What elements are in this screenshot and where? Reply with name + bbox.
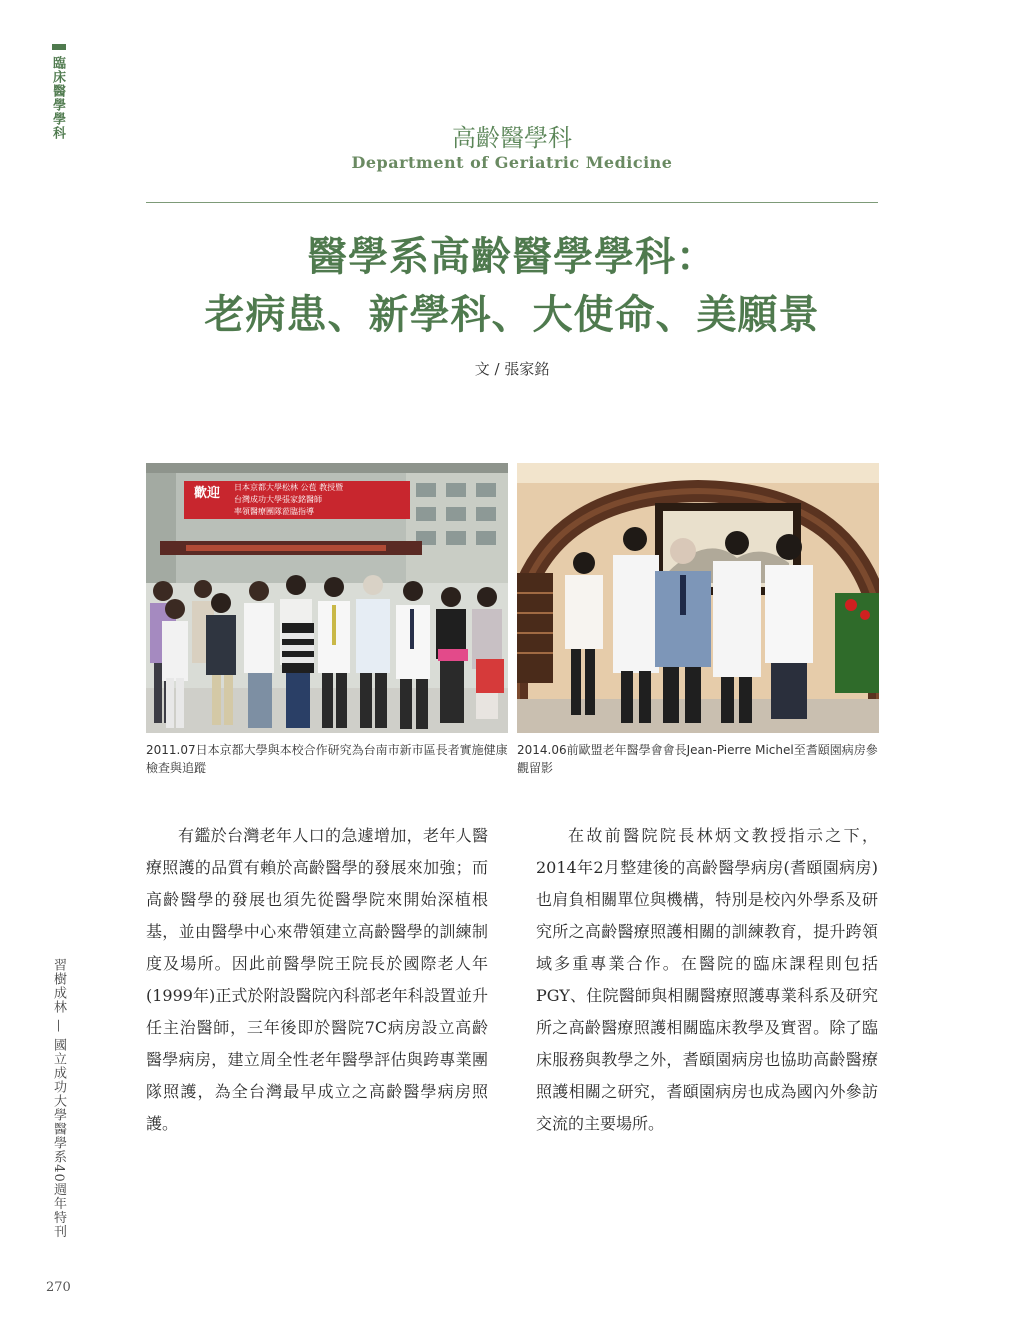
photo-caption-left: 2011.07日本京都大學與本校合作研究為台南市新市區長者實施健康檢查與追蹤 — [146, 743, 508, 775]
department-name-en: Department of Geriatric Medicine — [351, 153, 673, 172]
banner-line-2: 台灣成功大學張家銘醫師 — [234, 495, 322, 504]
journal-title: 習樹成林 — 國立成功大學醫學系40週年特刊 — [51, 958, 66, 1239]
article-title-line-2: 老病患、新學科、大使命、美願景 — [204, 291, 820, 338]
body-paragraph-left: 有鑑於台灣老年人口的急遽增加，老年人醫療照護的品質有賴於高齡醫學的發展來加強；而高齡醫學的發展也須先從醫學院來開始深植根基，並由醫學中心來帶領建立高齡醫學的訓練制度及場所。因此前醫學院王院長於國際老人年(1999年)正式於附設醫院內科部老年科設置並升任主治醫師，三年後即於醫院7C病房設立高齡醫學病房，建立周全性老年醫學評估與跨專業團隊照護，為全台灣最早成立之高齡醫學病房照護。 — [146, 826, 488, 1133]
body-paragraph-right: 在故前醫院院長林炳文教授指示之下，2014年2月整建後的高齡醫學病房(耆頤園病房)也肩負相關單位與機構，特別是校內外學系及研究所之高齡醫療照護相關的訓練教育，提升跨領域多重專業合作。在醫院的臨床課程則包括PGY、住院醫師與相關醫療照護專業科系及研究所之高齡醫療照護相關臨床教學及實習。除了臨床服務與教學之外，耆頤園病房也協助高齡醫療照護相關之研究，耆頤園病房也成為國內外參訪交流的主要場所。 — [536, 826, 878, 1133]
photo-group-visit — [146, 463, 508, 733]
article-title-line-1: 醫學系高齡醫學學科： — [307, 233, 717, 280]
photo-caption-right: 2014.06前歐盟老年醫學會會長Jean-Pierre Michel至耆頤園病房參觀留影 — [517, 743, 878, 775]
department-name-zh: 高齡醫學科 — [452, 124, 572, 152]
article-title — [146, 228, 878, 344]
photo-ward-visit — [517, 463, 879, 733]
banner-mark: 歡迎 — [194, 486, 221, 501]
banner-line-3: 率領醫療團隊蒞臨指導 — [234, 507, 314, 516]
page-number: 270 — [46, 1280, 71, 1295]
article-author: 文 / 張家銘 — [474, 360, 550, 378]
banner-line-1: 日本京都大學松林 公苞 教授暨 — [234, 483, 344, 492]
header-divider — [146, 202, 878, 203]
section-marker — [52, 44, 66, 50]
section-label: 臨床醫學學科 — [50, 56, 65, 140]
